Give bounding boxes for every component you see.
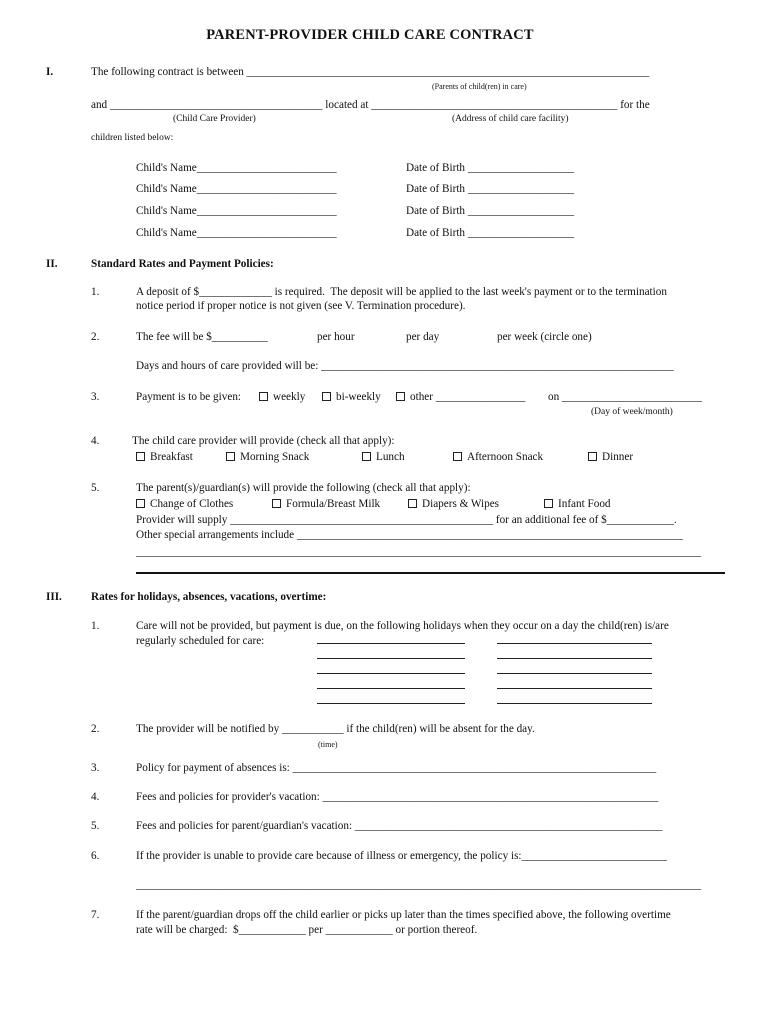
weekly-label: weekly: [273, 391, 306, 403]
formula-checkbox[interactable]: [272, 497, 380, 511]
provider-caption: (Child Care Provider): [173, 114, 256, 124]
overtime-line: If the parent/guardian drops off the child earlier or picks up later than the times specified above, the following overtime: [136, 909, 671, 921]
lunch-checkbox[interactable]: [362, 450, 405, 464]
option-label: Infant Food: [558, 498, 611, 510]
checkbox-icon[interactable]: [259, 392, 268, 401]
option-label: Change of Clothes: [150, 498, 234, 510]
overtime-rate-field[interactable]: rate will be charged: $____________ per ____________ or portion thereof.: [136, 924, 478, 936]
child-dob-field[interactable]: Date of Birth ___________________: [406, 162, 575, 174]
item-number: 1.: [91, 286, 100, 298]
option-label: Breakfast: [150, 451, 193, 463]
fee-field[interactable]: The fee will be $__________: [136, 331, 268, 343]
holiday-blank[interactable]: [497, 658, 652, 659]
item-number: 7.: [91, 909, 100, 921]
holiday-blank[interactable]: [317, 688, 465, 689]
item-number: 2.: [91, 331, 100, 343]
infant-food-checkbox[interactable]: [544, 497, 611, 511]
checkbox-icon[interactable]: [136, 452, 145, 461]
afternoon-snack-checkbox[interactable]: [453, 450, 543, 464]
notify-time-field[interactable]: The provider will be notified by ___________ if the child(ren) will be absent for the day.: [136, 723, 535, 735]
provider-address-line: and ______________________________________ located at ____________________________________________ for the: [91, 99, 650, 111]
per-week-option[interactable]: per week (circle one): [497, 331, 592, 343]
breakfast-checkbox[interactable]: [136, 450, 193, 464]
contract-between-line: The following contract is between ________________________________________________________________________: [91, 66, 650, 78]
payment-label: Payment is to be given:: [136, 391, 242, 403]
checkbox-icon[interactable]: [396, 392, 405, 401]
per-day-option[interactable]: per day: [406, 331, 440, 343]
child-name-field[interactable]: Child's Name_________________________: [136, 183, 337, 195]
checkbox-icon[interactable]: [322, 392, 331, 401]
special-arrangements-blank[interactable]: _____________________________________________________________________________________________________: [136, 546, 701, 558]
section-3-heading: Rates for holidays, absences, vacations, overtime:: [91, 591, 327, 603]
biweekly-label: bi-weekly: [336, 391, 381, 403]
item-number: 6.: [91, 850, 100, 862]
address-caption: (Address of child care facility): [452, 114, 569, 124]
item-number: 2.: [91, 723, 100, 735]
checkbox-icon[interactable]: [136, 499, 145, 508]
option-label: Formula/Breast Milk: [286, 498, 381, 510]
section-2-heading: Standard Rates and Payment Policies:: [91, 258, 274, 270]
holiday-blank[interactable]: [497, 643, 652, 644]
item-number: 3.: [91, 762, 100, 774]
biweekly-checkbox[interactable]: [322, 390, 381, 404]
parents-caption: (Parents of child(ren) in care): [432, 82, 527, 91]
checkbox-icon[interactable]: [544, 499, 553, 508]
option-label: Dinner: [602, 451, 634, 463]
payment-day-field[interactable]: on _________________________: [548, 391, 702, 403]
section-2-number: II.: [46, 258, 58, 270]
provider-provides-label: The child care provider will provide (check all that apply):: [132, 435, 395, 447]
holiday-blank[interactable]: [317, 703, 465, 704]
checkbox-icon[interactable]: [362, 452, 371, 461]
child-dob-field[interactable]: Date of Birth ___________________: [406, 183, 575, 195]
option-label: Morning Snack: [240, 451, 310, 463]
holidays-line-2: regularly scheduled for care:: [136, 635, 265, 647]
diapers-checkbox[interactable]: [408, 497, 499, 511]
time-caption: (time): [318, 740, 338, 749]
holidays-line: Care will not be provided, but payment is due, on the following holidays when they occur on a day the child(ren) is/are: [136, 620, 669, 632]
item-number: 4.: [91, 791, 100, 803]
absence-policy-field[interactable]: Policy for payment of absences is: _________________________________________________________________: [136, 762, 657, 774]
dinner-checkbox[interactable]: [588, 450, 633, 464]
section-divider: [136, 572, 725, 574]
child-name-field[interactable]: Child's Name_________________________: [136, 227, 337, 239]
holiday-blank[interactable]: [317, 673, 465, 674]
parent-provides-label: The parent(s)/guardian(s) will provide the following (check all that apply):: [136, 482, 471, 494]
day-caption: (Day of week/month): [591, 407, 673, 417]
child-dob-field[interactable]: Date of Birth ___________________: [406, 227, 575, 239]
checkbox-icon[interactable]: [453, 452, 462, 461]
option-label: Lunch: [376, 451, 405, 463]
emergency-policy-field[interactable]: If the provider is unable to provide care because of illness or emergency, the policy is:__________________________: [136, 850, 667, 862]
checkbox-icon[interactable]: [272, 499, 281, 508]
deposit-line-2: notice period if proper notice is not given (see V. Termination procedure).: [136, 300, 466, 312]
checkbox-icon[interactable]: [408, 499, 417, 508]
item-number: 5.: [91, 820, 100, 832]
section-1-number: I.: [46, 66, 54, 78]
holiday-blank[interactable]: [497, 673, 652, 674]
provider-vacation-field[interactable]: Fees and policies for provider's vacation: ____________________________________________________________: [136, 791, 659, 803]
item-number: 5.: [91, 482, 100, 494]
child-name-field[interactable]: Child's Name_________________________: [136, 205, 337, 217]
morning-snack-checkbox[interactable]: [226, 450, 309, 464]
deposit-line: A deposit of $_____________ is required. The deposit will be applied to the last week's payment or to the termination: [136, 286, 667, 298]
holiday-blank[interactable]: [497, 703, 652, 704]
provider-supply-field[interactable]: Provider will supply _______________________________________________ for an additional fee of $____________.: [136, 514, 677, 526]
child-dob-field[interactable]: Date of Birth ___________________: [406, 205, 575, 217]
holiday-blank[interactable]: [317, 643, 465, 644]
other-label: other ________________: [410, 391, 526, 403]
children-listed-line: children listed below:: [91, 133, 174, 143]
item-number: 3.: [91, 391, 100, 403]
option-label: Diapers & Wipes: [422, 498, 500, 510]
weekly-checkbox[interactable]: [259, 390, 305, 404]
emergency-policy-blank[interactable]: _____________________________________________________________________________________________________: [136, 879, 701, 891]
child-name-field[interactable]: Child's Name_________________________: [136, 162, 337, 174]
parent-vacation-field[interactable]: Fees and policies for parent/guardian's vacation: _______________________________________________________: [136, 820, 663, 832]
checkbox-icon[interactable]: [226, 452, 235, 461]
option-label: Afternoon Snack: [467, 451, 544, 463]
other-checkbox[interactable]: [396, 390, 525, 404]
holiday-blank[interactable]: [317, 658, 465, 659]
per-hour-option[interactable]: per hour: [317, 331, 355, 343]
item-number: 4.: [91, 435, 100, 447]
checkbox-icon[interactable]: [588, 452, 597, 461]
section-3-number: III.: [46, 591, 62, 603]
holiday-blank[interactable]: [497, 688, 652, 689]
special-arrangements-field[interactable]: Other special arrangements include _____________________________________________________________________: [136, 529, 683, 541]
days-hours-field[interactable]: Days and hours of care provided will be: _______________________________________________________________: [136, 360, 674, 372]
item-number: 1.: [91, 620, 100, 632]
clothes-checkbox[interactable]: [136, 497, 233, 511]
page-title: PARENT-PROVIDER CHILD CARE CONTRACT: [206, 27, 534, 43]
